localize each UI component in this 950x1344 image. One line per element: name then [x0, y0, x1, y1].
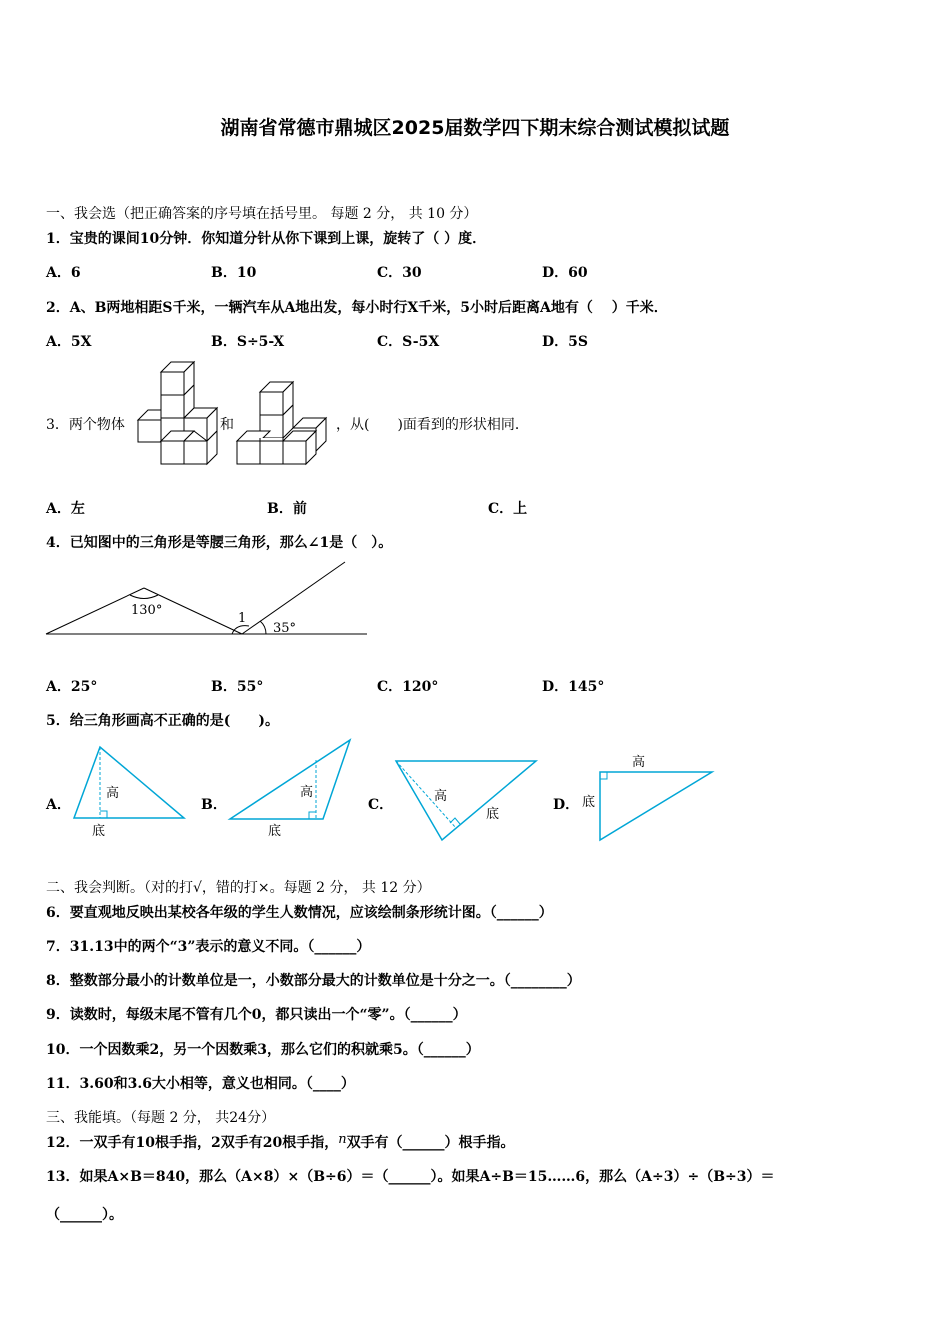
judge-question-7: 7．31.13中的两个“3”表示的意义不同。（______） [46, 939, 371, 955]
q5-option-a[interactable]: A． [46, 797, 71, 813]
question-5: 5．给三角形画高不正确的是( )。 [46, 713, 279, 729]
q1-option-c[interactable]: C．30 [377, 265, 422, 281]
page-title: 湖南省常德市鼎城区2025届数学四下期末综合测试模拟试题 [220, 117, 730, 139]
angle-35-label: 35° [273, 621, 297, 636]
question-13-line-1: 13．如果A×B＝840，那么（A×8）×（B÷6）＝（______）。如果A÷B＝15……6，那么（A÷3）÷（B÷3）＝ [46, 1169, 775, 1185]
question-13-line-2: （______）。 [46, 1207, 123, 1223]
q5-option-c[interactable]: C． [368, 797, 394, 813]
q2-option-d[interactable]: D．5S [542, 334, 588, 350]
cube-figure-2 [236, 380, 336, 466]
section-2-heading: 二、我会判断。（对的打√，错的打×。每题 2 分， 共 12 分） [46, 880, 431, 896]
q5-b-height-label: 高 [300, 785, 314, 800]
q5-option-d[interactable]: D． [553, 797, 580, 813]
question-3-prefix: 3．两个物体 [46, 417, 125, 433]
question-4: 4．已知图中的三角形是等腰三角形，那么∠1是（ ）。 [46, 535, 393, 551]
angle-1-label: 1 [238, 611, 247, 626]
q4-option-b[interactable]: B．55° [211, 679, 264, 695]
q2-option-a[interactable]: A．5X [46, 334, 92, 350]
q5-a-height-label: 高 [106, 786, 120, 801]
q12-prefix: 12．一双手有10根手指，2双手有20根手指， [46, 1135, 339, 1151]
judge-question-10: 10．一个因数乘2，另一个因数乘3，那么它们的积就乘5。（______） [46, 1042, 480, 1058]
q5-option-b[interactable]: B． [201, 797, 227, 813]
q12-suffix: 双手有（______）根手指。 [346, 1135, 515, 1151]
question-12 [46, 1132, 515, 1152]
q1-option-d[interactable]: D．60 [542, 265, 588, 281]
q1-option-a[interactable]: A．6 [46, 265, 81, 281]
q5-c-base-label: 底 [486, 807, 500, 822]
q3-option-b[interactable]: B．前 [267, 501, 307, 517]
judge-question-6: 6．要直观地反映出某校各年级的学生人数情况，应该绘制条形统计图。（______） [46, 905, 553, 921]
q2-option-b[interactable]: B．S÷5-X [211, 334, 285, 350]
q5-b-base-label: 底 [268, 824, 282, 839]
q5-a-base-label: 底 [92, 824, 106, 839]
q5-triangle-a [72, 745, 187, 840]
q1-option-b[interactable]: B．10 [211, 265, 257, 281]
judge-question-9: 9．读数时，每级末尾不管有几个0，都只读出一个“零”。（______） [46, 1007, 467, 1023]
question-2: 2．A、B两地相距S千米，一辆汽车从A地出发，每小时行X千米，5小时后距离A地有（ ）千米． [46, 300, 668, 316]
angle-130-label: 130° [131, 603, 163, 618]
q4-option-a[interactable]: A．25° [46, 679, 98, 695]
q5-d-height-label: 高 [632, 755, 646, 770]
q5-triangle-b [228, 738, 353, 838]
question-3-suffix: ，从( )面看到的形状相同． [336, 417, 529, 433]
question-3-middle: 和 [220, 417, 234, 433]
q4-option-d[interactable]: D．145° [542, 679, 605, 695]
cube-figure-1 [136, 358, 226, 468]
q5-c-height-label: 高 [434, 789, 448, 804]
q5-triangle-d [580, 750, 715, 845]
judge-question-8: 8．整数部分最小的计数单位是一，小数部分最大的计数单位是十分之一。（________） [46, 973, 581, 989]
q4-option-c[interactable]: C．120° [377, 679, 439, 695]
q3-option-c[interactable]: C．上 [488, 501, 528, 517]
judge-question-11: 11．3.60和3.6大小相等，意义也相同。（____） [46, 1076, 355, 1092]
q5-d-base-label: 底 [582, 795, 596, 810]
isosceles-triangle-figure [44, 560, 369, 640]
section-3-heading: 三、我能填。（每题 2 分， 共24分） [46, 1110, 276, 1126]
q3-option-a[interactable]: A．左 [46, 501, 85, 517]
section-1-heading: 一、我会选（把正确答案的序号填在括号里。 每题 2 分， 共 10 分） [46, 206, 478, 222]
q2-option-c[interactable]: C．S-5X [377, 334, 440, 350]
question-1: 1．宝贵的课间10分钟．你知道分针从你下课到上课，旋转了（ ）度． [46, 231, 487, 247]
q5-triangle-c [394, 758, 539, 843]
q12-variable: n [338, 1132, 347, 1147]
